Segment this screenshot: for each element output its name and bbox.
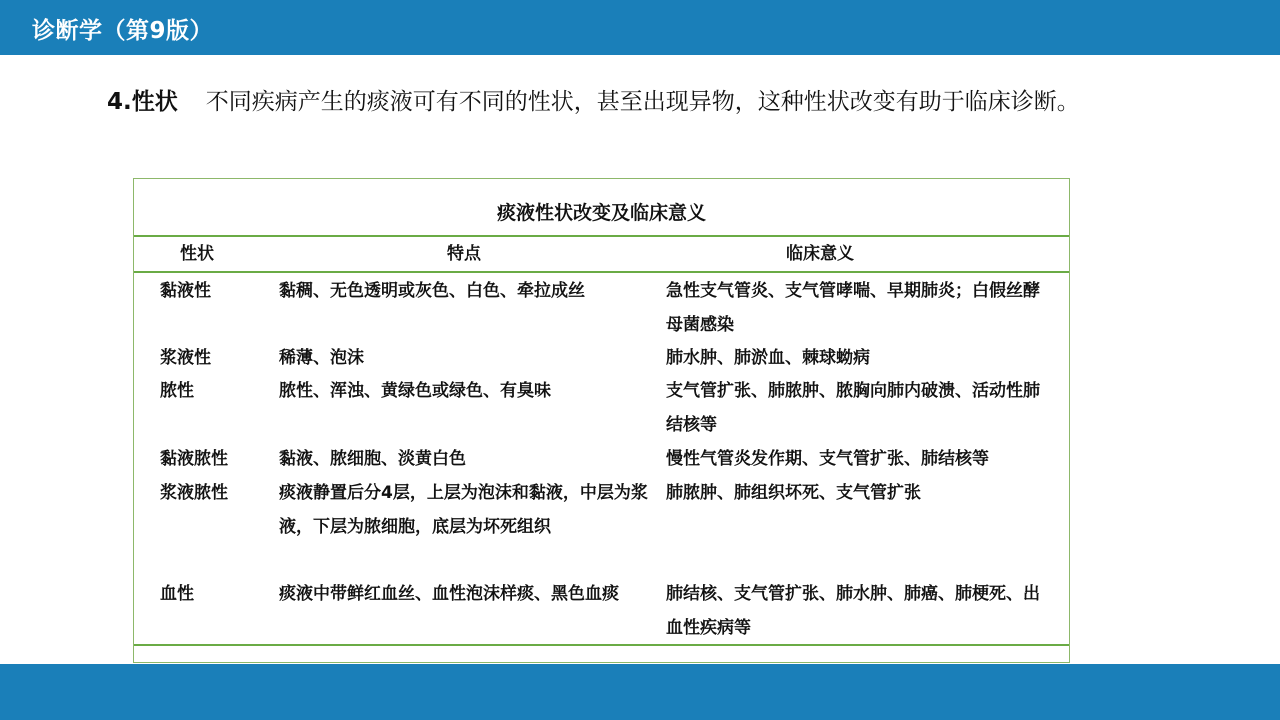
row-features: 稀薄、泡沫: [279, 348, 364, 368]
intro-heading: 4.性状: [107, 89, 178, 115]
row-significance: 肺脓肿、肺组织坏死、支气管扩张: [666, 483, 921, 503]
table-rule-header: [134, 271, 1069, 273]
header-title: 诊断学（第9版）: [32, 18, 214, 44]
row-name: 黏液性: [160, 281, 211, 301]
row-significance: 慢性气管炎发作期、支气管扩张、肺结核等: [666, 449, 989, 469]
table-rule-bottom: [134, 644, 1069, 646]
row-name: 血性: [160, 584, 194, 604]
intro-paragraph: [107, 80, 1127, 125]
row-features: 黏稠、无色透明或灰色、白色、牵拉成丝: [279, 281, 585, 301]
footer-bar: [0, 664, 1280, 720]
column-header-significance: 临床意义: [786, 244, 854, 264]
row-features: 痰液静置后分4层，上层为泡沫和黏液，中层为浆液，下层为脓细胞，底层为坏死组织: [279, 483, 648, 537]
row-significance: 肺结核、支气管扩张、肺水肿、肺癌、肺梗死、出血性疾病等: [666, 584, 1040, 638]
row-significance: 支气管扩张、肺脓肿、脓胸向肺内破溃、活动性肺结核等: [666, 381, 1040, 435]
column-header-features: 特点: [447, 244, 481, 264]
row-name: 脓性: [160, 381, 194, 401]
sputum-table: [133, 178, 1070, 663]
row-features: 黏液、脓细胞、淡黄白色: [279, 449, 466, 469]
table-rule-top: [134, 235, 1069, 237]
table-title: 痰液性状改变及临床意义: [496, 202, 706, 224]
row-name: 黏液脓性: [160, 449, 228, 469]
row-features: 痰液中带鲜红血丝、血性泡沫样痰、黑色血痰: [279, 584, 619, 604]
row-name: 浆液脓性: [160, 483, 228, 503]
column-header-property: 性状: [180, 244, 214, 264]
intro-text: 不同疾病产生的痰液可有不同的性状，甚至出现异物，这种性状改变有助于临床诊断。: [205, 89, 1080, 115]
row-features: 脓性、浑浊、黄绿色或绿色、有臭味: [279, 381, 551, 401]
row-significance: 肺水肿、肺淤血、棘球蚴病: [666, 348, 870, 368]
row-significance: 急性支气管炎、支气管哮喘、早期肺炎；白假丝酵母菌感染: [666, 281, 1040, 335]
header-bar: [0, 0, 1280, 55]
row-name: 浆液性: [160, 348, 211, 368]
